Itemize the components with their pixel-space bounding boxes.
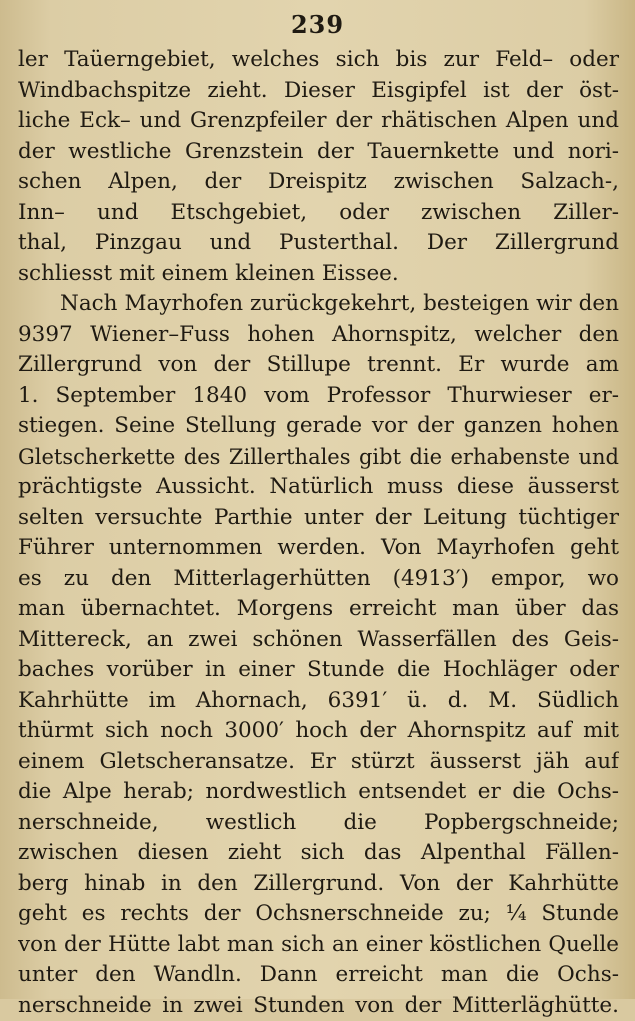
text-line: schliesst mit einem kleinen Eissee. bbox=[18, 259, 619, 290]
text-line: von der Hütte labt man sich an einer köstlichen Quelle bbox=[18, 930, 619, 961]
text-line: nerschneide in zwei Stunden von der Mitterläghütte. bbox=[18, 991, 619, 1021]
text-line: der westliche Grenzstein der Tauernkette und nori- bbox=[18, 137, 619, 168]
text-line: es zu den Mitterlagerhütten (4913′) empor, wo bbox=[18, 564, 619, 595]
text-line: liche Eck– und Grenzpfeiler der rhätischen Alpen und bbox=[18, 106, 619, 137]
text-line: nerschneide, westlich die Popbergschneide; bbox=[18, 808, 619, 839]
text-line: thal, Pinzgau und Pusterthal. Der Zillergrund bbox=[18, 228, 619, 259]
text-line: Nach Mayrhofen zurückgekehrt, besteigen wir den bbox=[18, 289, 619, 320]
text-line: selten versuchte Parthie unter der Leitung tüchtiger bbox=[18, 503, 619, 534]
text-line: man übernachtet. Morgens erreicht man über das bbox=[18, 594, 619, 625]
text-line: Gletscherkette des Zillerthales gibt die erhabenste und bbox=[18, 442, 619, 473]
text-line: Mittereck, an zwei schönen Wasserfällen des Geis- bbox=[18, 625, 619, 656]
text-line: stiegen. Seine Stellung gerade vor der ganzen hohen bbox=[18, 411, 619, 442]
text-line: Windbachspitze zieht. Dieser Eisgipfel ist der öst- bbox=[18, 76, 619, 107]
text-line: einem Gletscheransatze. Er stürzt äusserst jäh auf bbox=[18, 747, 619, 778]
text-line: thürmt sich noch 3000′ hoch der Ahornspitz auf mit bbox=[18, 716, 619, 747]
text-line: Führer unternommen werden. Von Mayrhofen geht bbox=[18, 533, 619, 564]
text-line: die Alpe herab; nordwestlich entsendet er die Ochs- bbox=[18, 777, 619, 808]
text-line: Kahrhütte im Ahornach, 6391′ ü. d. M. Südlich bbox=[18, 686, 619, 717]
page-number: 239 bbox=[0, 10, 635, 39]
text-line: schen Alpen, der Dreispitz zwischen Salzach-, bbox=[18, 167, 619, 198]
text-line: baches vorüber in einer Stunde die Hochläger oder bbox=[18, 655, 619, 686]
text-line: ler Taüerngebiet, welches sich bis zur Feld– oder bbox=[18, 45, 619, 76]
text-line: berg hinab in den Zillergrund. Von der Kahrhütte bbox=[18, 869, 619, 900]
text-line: Zillergrund von der Stillupe trennt. Er wurde am bbox=[18, 350, 619, 381]
text-line: Inn– und Etschgebiet, oder zwischen Ziller- bbox=[18, 198, 619, 229]
text-line: prächtigste Aussicht. Natürlich muss diese äusserst bbox=[18, 472, 619, 503]
text-line: 9397 Wiener–Fuss hohen Ahornspitz, welcher den bbox=[18, 320, 619, 351]
text-line: unter den Wandln. Dann erreicht man die Ochs- bbox=[18, 960, 619, 991]
text-line: zwischen diesen zieht sich das Alpenthal Fällen- bbox=[18, 838, 619, 869]
page-body-text bbox=[18, 45, 619, 1021]
text-line: geht es rechts der Ochsnerschneide zu; ¼ Stunde bbox=[18, 899, 619, 930]
text-line: 1. September 1840 vom Professor Thurwieser er- bbox=[18, 381, 619, 412]
